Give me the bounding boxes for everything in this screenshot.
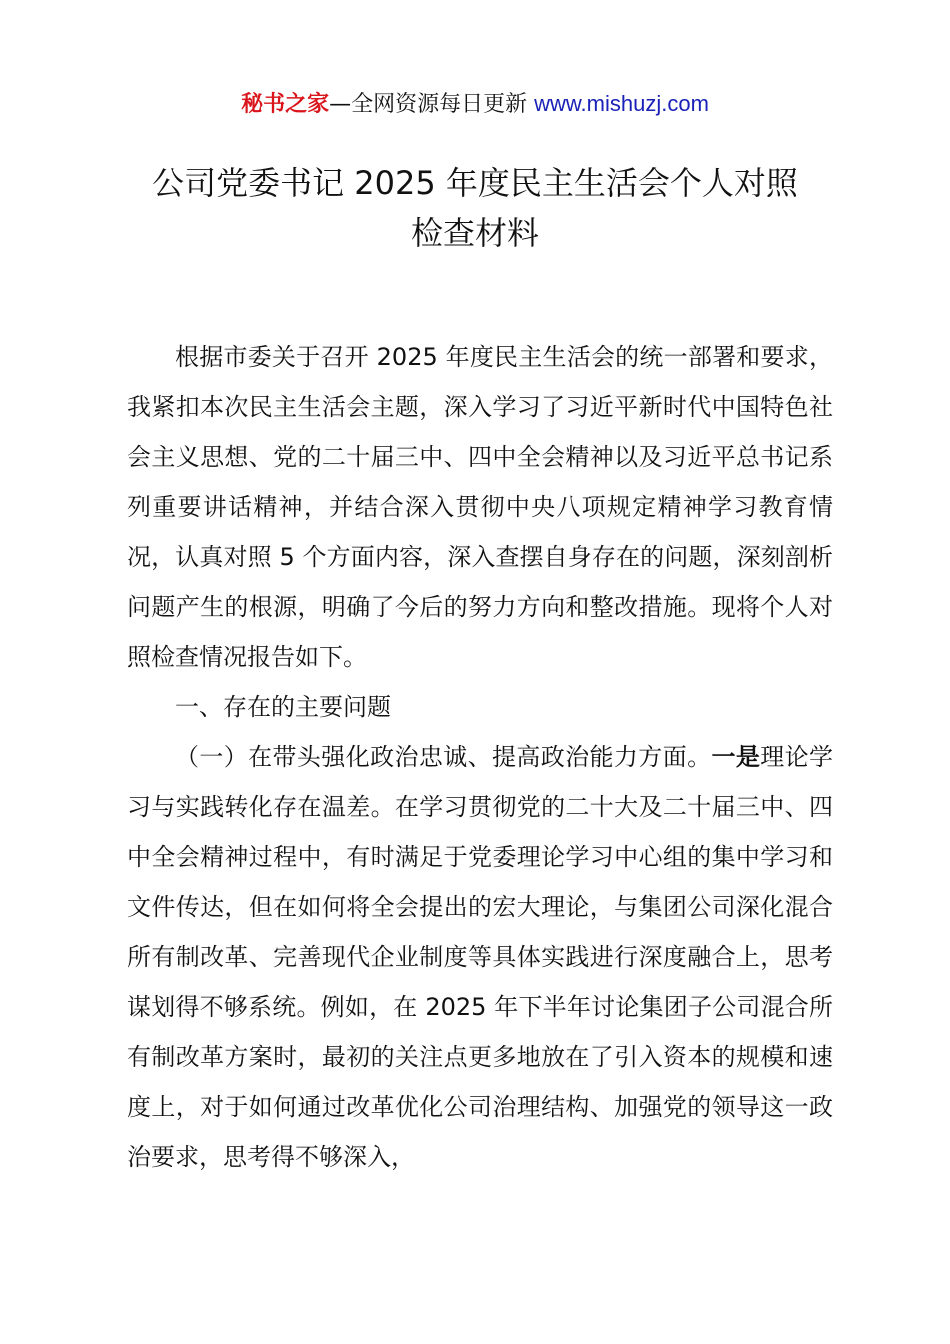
subsection-text: 理论学习与实践转化存在温差。在学习贯彻党的二十大及二十届三中、四中全会精神过程中，有时满足于党委理论学习中心组的集中学习和文件传达，但在如何将全会提出的宏大理论，与集团公司深化混合所有制改革、完善现代企业制度等具体实践进行深度融合上，思考谋划得不够系统。例如，在 2025 年下半年讨论集团子公司混合所有制改革方案时，最初的关注点更多地放在了引入资本的规模和速度上，对于如何通过改革优化公司治理结构、加强党的领导这一政治要求，思考得不够深入， [127, 743, 834, 1171]
document-body [127, 332, 833, 1182]
site-brand: 秘书之家 [241, 92, 330, 117]
document-title-line-1: 公司党委书记 2025 年度民主生活会个人对照 [152, 164, 798, 202]
intro-paragraph: 根据市委关于召开 2025 年度民主生活会的统一部署和要求，我紧扣本次民主生活会主题，深入学习了习近平新时代中国特色社会主义思想、党的二十届三中、四中全会精神以及习近平总书记系列重要讲话精神，并结合深入贯彻中央八项规定精神学习教育情况，认真对照 5 个方面内容，深入查摆自身存在的问题，深刻剖析问题产生的根源，明确了今后的努力方向和整改措施。现将个人对照检查情况报告如下。 [127, 343, 833, 671]
document-title [0, 158, 950, 258]
subsection-bold-lead: 一是 [711, 743, 761, 771]
site-banner [0, 88, 950, 121]
site-tagline: —全网资源每日更新 [329, 92, 535, 117]
site-url-link[interactable]: www.mishuzj.com [534, 91, 709, 116]
document-title-line-2: 检查材料 [410, 214, 539, 252]
section-heading: 一、存在的主要问题 [175, 693, 391, 721]
subsection-heading: （一）在带头强化政治忠诚、提高政治能力方面。 [175, 743, 712, 771]
subsection-paragraph [127, 732, 833, 1182]
